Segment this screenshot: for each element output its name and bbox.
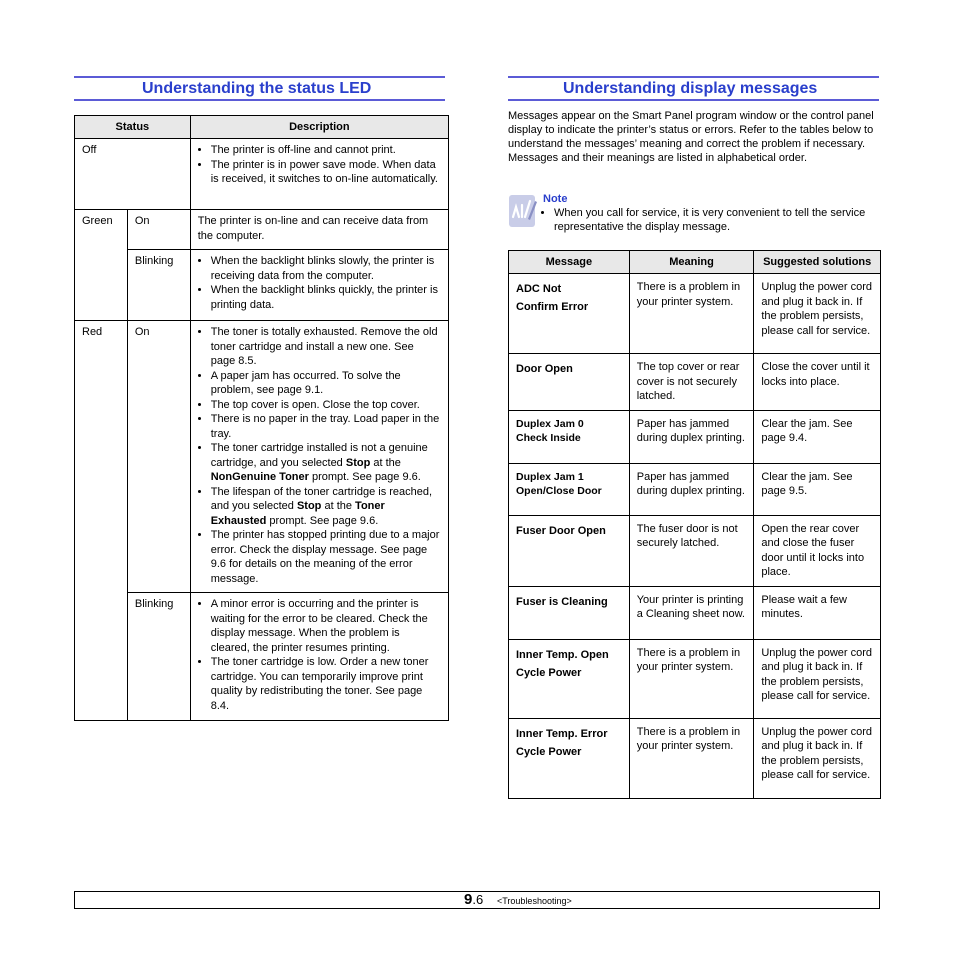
page-number (464, 892, 483, 908)
list-item: • The printer is off-line and cannot print. (211, 143, 441, 158)
table-row (509, 515, 881, 586)
text-run: prompt. See page 9.6. (308, 471, 421, 483)
table-header-row (509, 251, 881, 274)
table-row (509, 586, 881, 639)
meaning-cell: Paper has jammed during duplex printing. (629, 463, 754, 515)
message-cell (509, 274, 630, 354)
message-cell (509, 586, 630, 639)
description-cell (190, 593, 448, 721)
status-color-green: Green (75, 210, 128, 321)
message-line: Check Inside (516, 431, 581, 444)
meaning-cell: There is a problem in your printer system. (629, 639, 754, 718)
page-suffix: .6 (472, 892, 484, 907)
list-item: • The printer has stopped printing due to a major error. Check the display message. See page 9.6 for details on the meaning of the error message. (211, 528, 441, 586)
message-line: Open/Close Door (516, 484, 602, 497)
message-cell (509, 515, 630, 586)
list-item: • A minor error is occurring and the printer is waiting for the error to be cleared. Check the display message. When the problem is cleared, the printer resumes printing. (211, 597, 441, 655)
text-run: The toner cartridge installed is not a genuine cartridge, and you selected (210, 442, 428, 469)
meaning-cell: Your printer is printing a Cleaning sheet now. (629, 586, 754, 639)
message-cell (509, 410, 630, 463)
display-messages-heading: Understanding display messages (508, 76, 879, 101)
header-description: Description (190, 116, 448, 139)
message-line: Fuser is Cleaning (516, 595, 608, 608)
table-row (509, 639, 881, 718)
status-off: Off (75, 139, 191, 210)
list-item: • The printer is in power save mode. When data is received, it switches to on-line automatically. (211, 158, 441, 187)
message-line: Inner Temp. Error (516, 727, 608, 740)
solution-cell: Clear the jam. See page 9.5. (754, 463, 881, 515)
list-item: • When the backlight blinks slowly, the printer is receiving data from the computer. (211, 254, 441, 283)
header-meaning: Meaning (629, 251, 754, 274)
chapter-number: 9 (464, 891, 473, 908)
table-row (75, 210, 449, 250)
header-message: Message (509, 251, 630, 274)
table-row (509, 463, 881, 515)
message-line: Cycle Power (516, 745, 582, 758)
table-row (509, 410, 881, 463)
list-item: • When the backlight blinks quickly, the printer is printing data. (211, 283, 441, 312)
solution-cell: Open the rear cover and close the fuser door until it locks into place. (754, 515, 881, 586)
status-color-red: Red (75, 321, 128, 721)
list-item (211, 441, 441, 485)
message-cell (509, 463, 630, 515)
description-cell: The printer is on-line and can receive data from the computer. (190, 210, 448, 250)
status-state: Blinking (127, 250, 190, 321)
solution-cell: Unplug the power cord and plug it back in. If the problem persists, please call for service. (754, 718, 881, 798)
meaning-cell: The top cover or rear cover is not securely latched. (629, 354, 754, 411)
message-cell (509, 639, 630, 718)
meaning-cell: There is a problem in your printer system. (629, 718, 754, 798)
list-item: • When you call for service, it is very convenient to tell the service representative the display message. (554, 206, 873, 234)
table-row (509, 354, 881, 411)
message-line: ADC Not (516, 283, 562, 295)
header-solutions: Suggested solutions (754, 251, 881, 274)
list-item (211, 485, 441, 529)
text-run: prompt. See page 9.6. (266, 514, 379, 527)
footer-section-name: <Troubleshooting> (497, 896, 572, 906)
status-led-table (74, 115, 449, 721)
message-line: Cycle Power (516, 666, 582, 679)
meaning-cell: The fuser door is not securely latched. (629, 515, 754, 586)
table-row (509, 718, 881, 798)
table-header-row (75, 116, 449, 139)
text-run: at the (370, 456, 401, 469)
table-row (75, 321, 449, 593)
list-item: • There is no paper in the tray. Load paper in the tray. (211, 412, 441, 441)
message-line: Duplex Jam 1 (516, 470, 584, 483)
solution-cell: Please wait a few minutes. (754, 586, 881, 639)
message-line: Fuser Door Open (516, 524, 606, 537)
list-item: • The toner is totally exhausted. Remove the old toner cartridge and install a new one. See page 8.5. (211, 325, 441, 369)
status-state: On (127, 321, 190, 593)
solution-cell: Close the cover until it locks into place. (754, 354, 881, 411)
meaning-cell: There is a problem in your printer system. (629, 274, 754, 354)
description-cell (190, 139, 448, 210)
table-row (509, 274, 881, 354)
header-status: Status (75, 116, 191, 139)
bold-text: Toner Exhausted (210, 500, 385, 527)
note-label: Note (543, 193, 568, 205)
solution-cell: Clear the jam. See page 9.4. (754, 410, 881, 463)
page-footer (74, 891, 880, 909)
status-led-heading: Understanding the status LED (74, 76, 445, 101)
bold-text: Stop (345, 456, 371, 469)
bold-text: NonGenuine Toner (210, 471, 309, 483)
description-cell (190, 250, 448, 321)
status-state: Blinking (127, 593, 190, 721)
intro-paragraph: Messages appear on the Smart Panel program window or the control panel display to indicate the printer’s status or errors. Refer to the tables below to understand the messages’ meaning and correct the problem if necessary. Messages and their meanings are listed in alphabetical order. (508, 110, 874, 164)
display-messages-table (508, 250, 881, 799)
text-run: at the (321, 500, 356, 512)
table-row (75, 250, 449, 321)
bold-text: Stop (296, 500, 322, 512)
list-item: • The toner cartridge is low. Order a new toner cartridge. You can temporarily improve print quality by redistributing the toner. See page 8.4. (211, 655, 441, 713)
list-item: • The top cover is open. Close the top cover. (211, 398, 441, 413)
message-line: Door Open (516, 363, 573, 375)
message-cell (509, 718, 630, 798)
status-state: On (127, 210, 190, 250)
message-line: Inner Temp. Open (516, 648, 609, 661)
message-line: Confirm Error (516, 301, 589, 313)
solution-cell: Unplug the power cord and plug it back in. If the problem persists, please call for service. (754, 274, 881, 354)
note-pencil-icon (508, 193, 538, 229)
message-line: Duplex Jam 0 (516, 417, 584, 430)
meaning-cell: Paper has jammed during duplex printing. (629, 410, 754, 463)
list-item: • A paper jam has occurred. To solve the problem, see page 9.1. (211, 369, 441, 398)
text-run: The lifespan of the toner cartridge is reached, and you selected (210, 485, 433, 512)
message-cell (509, 354, 630, 411)
description-cell (190, 321, 448, 593)
note-body (543, 206, 873, 234)
solution-cell: Unplug the power cord and plug it back in. If the problem persists, please call for service. (754, 639, 881, 718)
table-row (75, 593, 449, 721)
table-row (75, 139, 449, 210)
